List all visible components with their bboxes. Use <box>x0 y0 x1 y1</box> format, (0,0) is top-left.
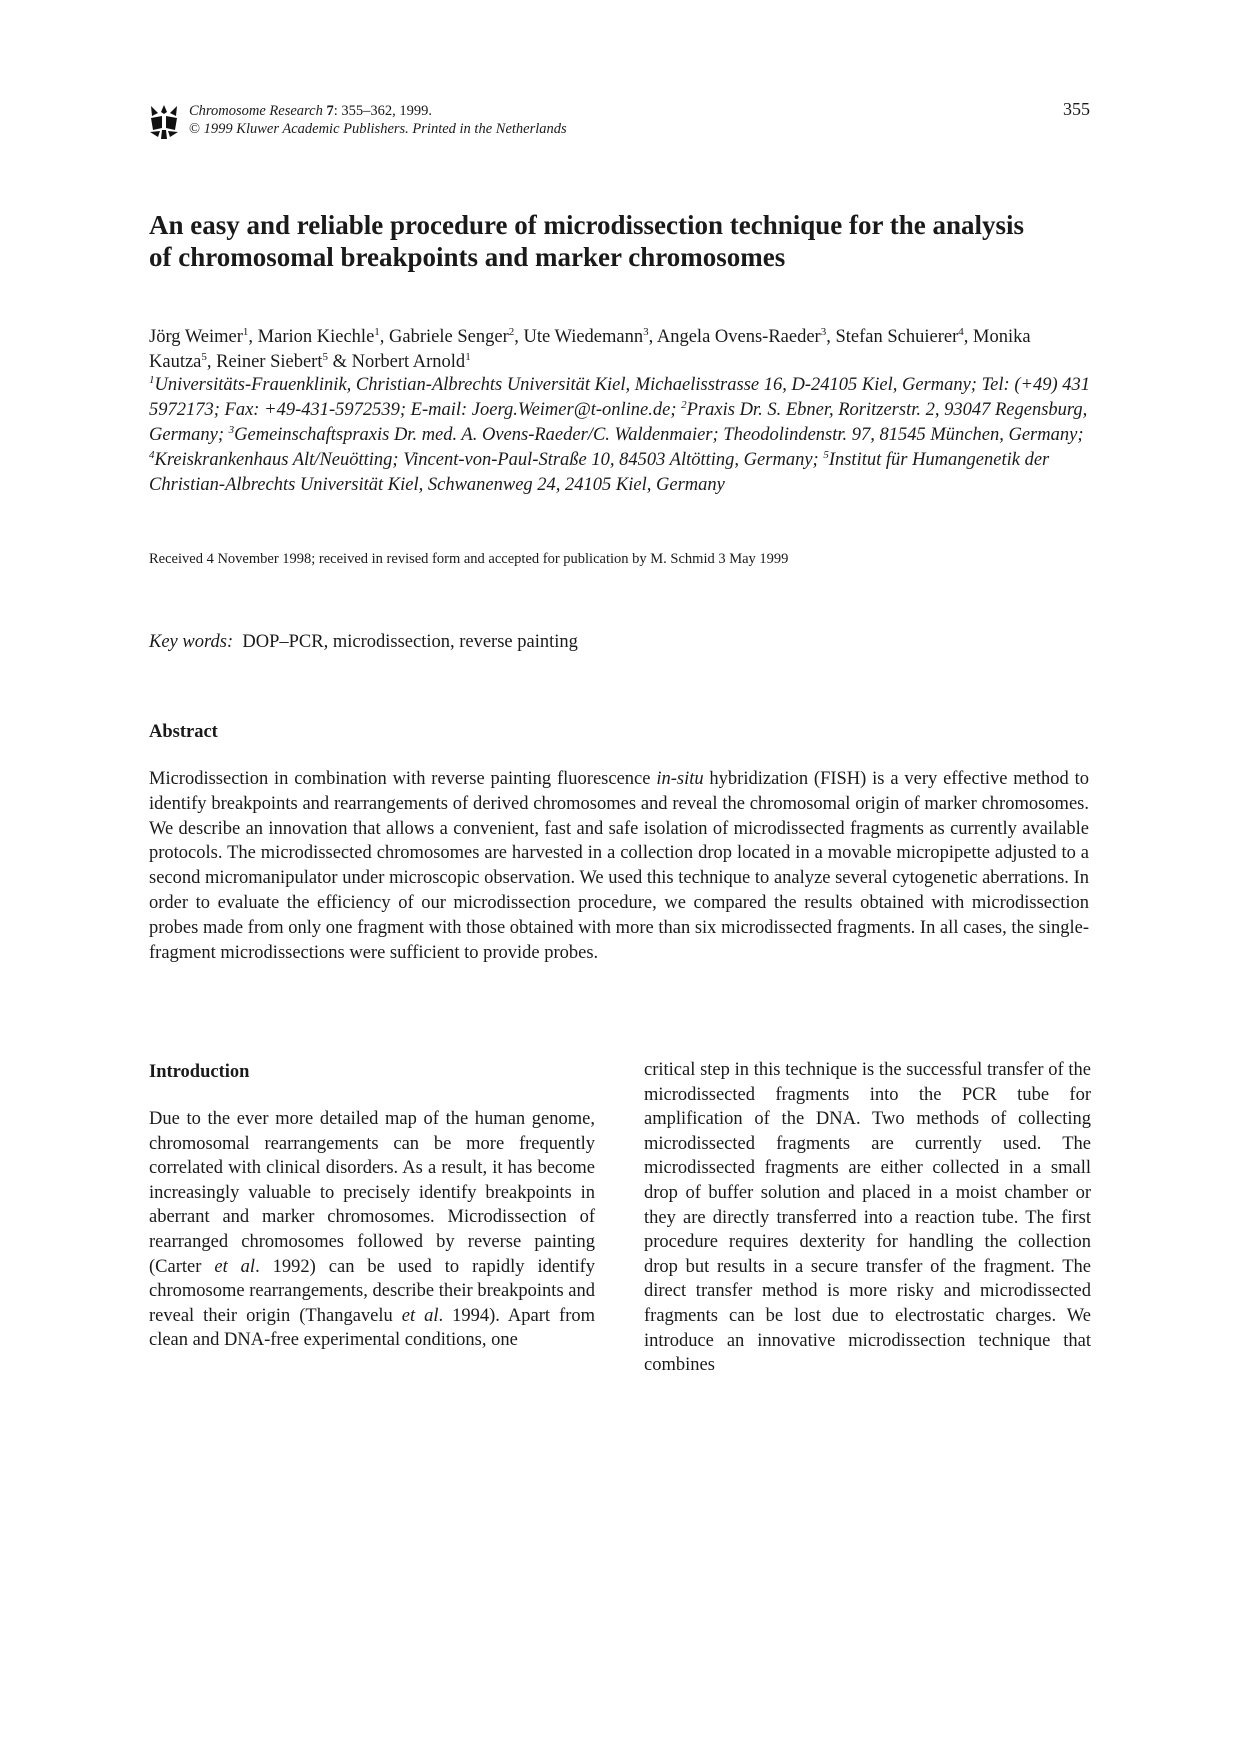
keywords-list: DOP–PCR, microdissection, reverse painting <box>242 632 578 652</box>
author-separator: , <box>826 327 836 347</box>
affiliation-text: Praxis Dr. S. Ebner, Roritzerstr. 2, 93047 Regensburg, Germany; <box>149 400 1088 445</box>
author-name: Monika Kautza <box>149 327 1031 372</box>
received-dates: Received 4 November 1998; received in revised form and accepted for publication by M. Schmid 3 May 1999 <box>149 551 789 567</box>
affiliation-text: Institut für Humangenetik der Christian-Albrechts Universität Kiel, Schwanenweg 24, 24105 Kiel, Germany <box>149 450 1050 495</box>
title-line-1: An easy and reliable procedure of microdissection technique for the analysis <box>149 210 1025 240</box>
author-name: Jörg Weimer <box>149 327 243 347</box>
author-list <box>149 325 1089 375</box>
page-number: 355 <box>1063 99 1090 119</box>
affiliation-text: Gemeinschaftspraxis Dr. med. A. Ovens-Raeder/C. Waldenmaier; Theodolindenstr. 97, 81545 München, Germany; <box>234 425 1084 445</box>
introduction-right-column: critical step in this technique is the successful transfer of the microdissected fragments into the PCR tube for amplification of the DNA. Two methods of collecting microdissected fragments are currently used. The microdissected fragments are either collected in a small drop of buffer solution and placed in a moist chamber or they are directly transferred into a reaction tube. The first procedure requires dexterity for handling the collection drop but results in a secure transfer of the fragment. The direct transfer method is more risky and microdissected fragments can be lost due to electrostatic charges. We introduce an innovative microdissection technique that combines <box>644 1060 1091 1376</box>
affiliation-number: 5 <box>823 448 829 461</box>
intro-text-part1: Due to the ever more detailed map of the human genome, chromosomal rearrangements can be more frequently correlated with clinical disorders. As a result, it has become increasingly valuable to precisely identify breakpoints in aberrant and marker chromosomes. Microdissection of rearranged chromosomes followed by reverse painting (Carter <box>149 1109 595 1277</box>
keywords-label: Key words: <box>149 632 234 652</box>
author-separator: , <box>963 327 974 347</box>
author-name: Angela Ovens-Raeder <box>656 327 821 347</box>
affiliation-number: 3 <box>228 423 235 436</box>
author-affiliation-marker: 1 <box>242 325 249 338</box>
author-affiliation-marker: 3 <box>820 325 827 338</box>
author-separator: , <box>514 327 524 347</box>
article-title <box>149 209 1089 273</box>
intro-etal-2: et al <box>401 1305 439 1326</box>
abstract-heading: Abstract <box>149 722 218 742</box>
journal-name: Chromosome Research <box>189 103 323 119</box>
abstract-italic-term: in-situ <box>656 769 704 789</box>
author-affiliation-marker: 4 <box>958 325 964 338</box>
journal-volume: 7 <box>326 103 334 119</box>
author-name: Reiner Siebert <box>216 352 323 372</box>
author-separator: , <box>648 327 657 347</box>
author-affiliation-marker: 1 <box>465 350 471 363</box>
journal-pages: : 355–362, 1999. <box>333 103 432 119</box>
intro-etal-1: et al <box>214 1256 256 1277</box>
journal-citation <box>189 102 432 120</box>
abstract-text-part2: hybridization (FISH) is a very effective method to identify breakpoints and rearrangements of derived chromosomes and reveal the chromosomal origin of marker chromosomes. We describe an innovation that allows a convenient, fast and safe isolation of microdissected fragments as currently available protocols. The microdissected chromosomes are harvested in a collection drop located in a movable micropipette adjusted to a second micromanipulator under microscopic observation. We used this technique to analyze several cytogenetic aberrations. In order to evaluate the efficiency of our microdissection procedure, we compared the results obtained with microdissection probes made from only one fragment with those obtained with more than six microdissected fragments. In all cases, the single-fragment microdissections were sufficient to provide probes. <box>149 769 1089 963</box>
intro-text-part3: . 1994). Apart from clean and DNA-free experimental conditions, one <box>149 1305 595 1351</box>
author-affiliation-marker: 3 <box>643 325 649 338</box>
affiliation-text: Kreiskrankenhaus Alt/Neuötting; Vincent-von-Paul-Straße 10, 84503 Altötting, Germany; <box>154 450 824 470</box>
author-affiliation-marker: 5 <box>322 350 328 363</box>
author-affiliation-marker: 1 <box>374 325 380 338</box>
author-affiliation-marker: 5 <box>201 350 207 363</box>
author-name: Marion Kiechle <box>257 327 375 347</box>
affiliation-text: Universitäts-Frauenklinik, Christian-Albrechts Universität Kiel, Michaelisstrasse 16, D-24105 Kiel, Germany; Tel: (+49) 431 5972173; Fax: +49-431-5972539; E-mail: Joerg.Weimer@t-online.de; <box>149 375 1090 420</box>
intro-text-part2: . 1992) can be used to rapidly identify chromosome rearrangements, describe their breakpoints and reveal their origin (Thangavelu <box>149 1256 595 1326</box>
introduction-left-column <box>149 1107 595 1353</box>
affiliation-number: 1 <box>149 373 155 386</box>
abstract-text-part1: Microdissection in combination with reverse painting fluorescence <box>149 769 657 789</box>
author-name: Norbert Arnold <box>351 352 466 372</box>
introduction-heading: Introduction <box>149 1062 250 1082</box>
copyright-notice <box>189 120 567 138</box>
author-separator: , <box>379 327 390 347</box>
author-separator: & <box>327 352 352 372</box>
copyright-text: 1999 Kluwer Academic Publishers. Printed in the Netherlands <box>200 121 567 137</box>
kluwer-publisher-logo-icon <box>149 104 179 140</box>
abstract-text <box>149 767 1089 965</box>
author-separator: , <box>206 352 217 372</box>
author-affiliation-marker: 2 <box>508 325 515 338</box>
keywords <box>149 630 1089 654</box>
affiliation-number: 2 <box>681 398 687 411</box>
author-name: Ute Wiedemann <box>523 327 644 347</box>
author-name: Gabriele Senger <box>389 327 509 347</box>
author-name: Stefan Schuierer <box>835 327 959 347</box>
author-separator: , <box>248 327 258 347</box>
affiliation-list <box>149 373 1091 498</box>
copyright-symbol: © <box>189 121 201 137</box>
affiliation-number: 4 <box>149 448 155 461</box>
title-line-2: of chromosomal breakpoints and marker chromosomes <box>149 242 786 272</box>
